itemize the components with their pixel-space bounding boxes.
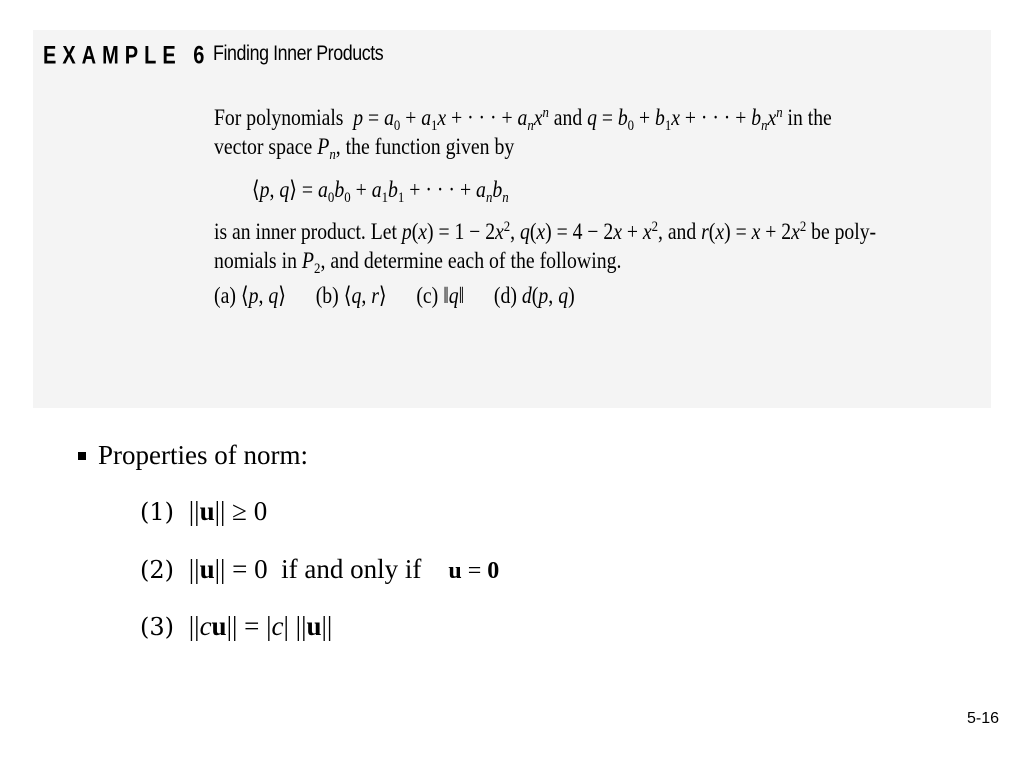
property-1: (1) ||u|| ≥ 0: [140, 496, 268, 526]
example-line-5: nomials in $P_2$, and determine each of the following.: [214, 248, 622, 278]
properties-heading: Properties of norm:: [78, 440, 308, 471]
property-2-text: if and only if: [281, 554, 422, 584]
example-line-1: For polynomials $p = a_0 + a_1x$ + · · · + $a_nx^n$ and $q = b_0 + b_1x$ + · · · + $b_nx^n$ in the: [214, 104, 832, 135]
example-body: [214, 104, 1004, 311]
example-label: EXAMPLE 6: [43, 42, 211, 70]
property-1-formula: ||u|| ≥ 0: [188, 496, 268, 526]
example-box: [33, 30, 991, 408]
inner-product-formula: ⟨p, q⟩ = $a_0b_0 + a_1b_1$ + · · · + $a_nb_n$: [251, 176, 509, 206]
property-3: (3) ||cu|| = |c| ||u||: [140, 611, 333, 641]
example-title: Finding Inner Products: [213, 42, 384, 65]
property-2-condition: u = 0: [448, 558, 500, 584]
property-2-formula: ||u|| = 0: [188, 554, 268, 584]
example-line-2: vector space $P_n$, the function given by: [214, 133, 515, 163]
property-2: (2) ||u|| = 0 if and only if u = 0: [140, 554, 500, 584]
page-number: 5-16: [966, 710, 999, 727]
example-line-4: is an inner product. Let $p(x) = 1 - 2x^2$, $q(x) = 4 - 2x + x^2$, and $r(x) = x + 2x^2$ be poly-: [214, 219, 877, 245]
example-parts: (a) ⟨p, q⟩ (b) ⟨q, r⟩ (c) ‖q‖ (d) d(p, q): [214, 282, 575, 308]
property-3-formula: ||cu|| = |c| ||u||: [188, 611, 333, 641]
bullet-icon: [78, 452, 86, 460]
